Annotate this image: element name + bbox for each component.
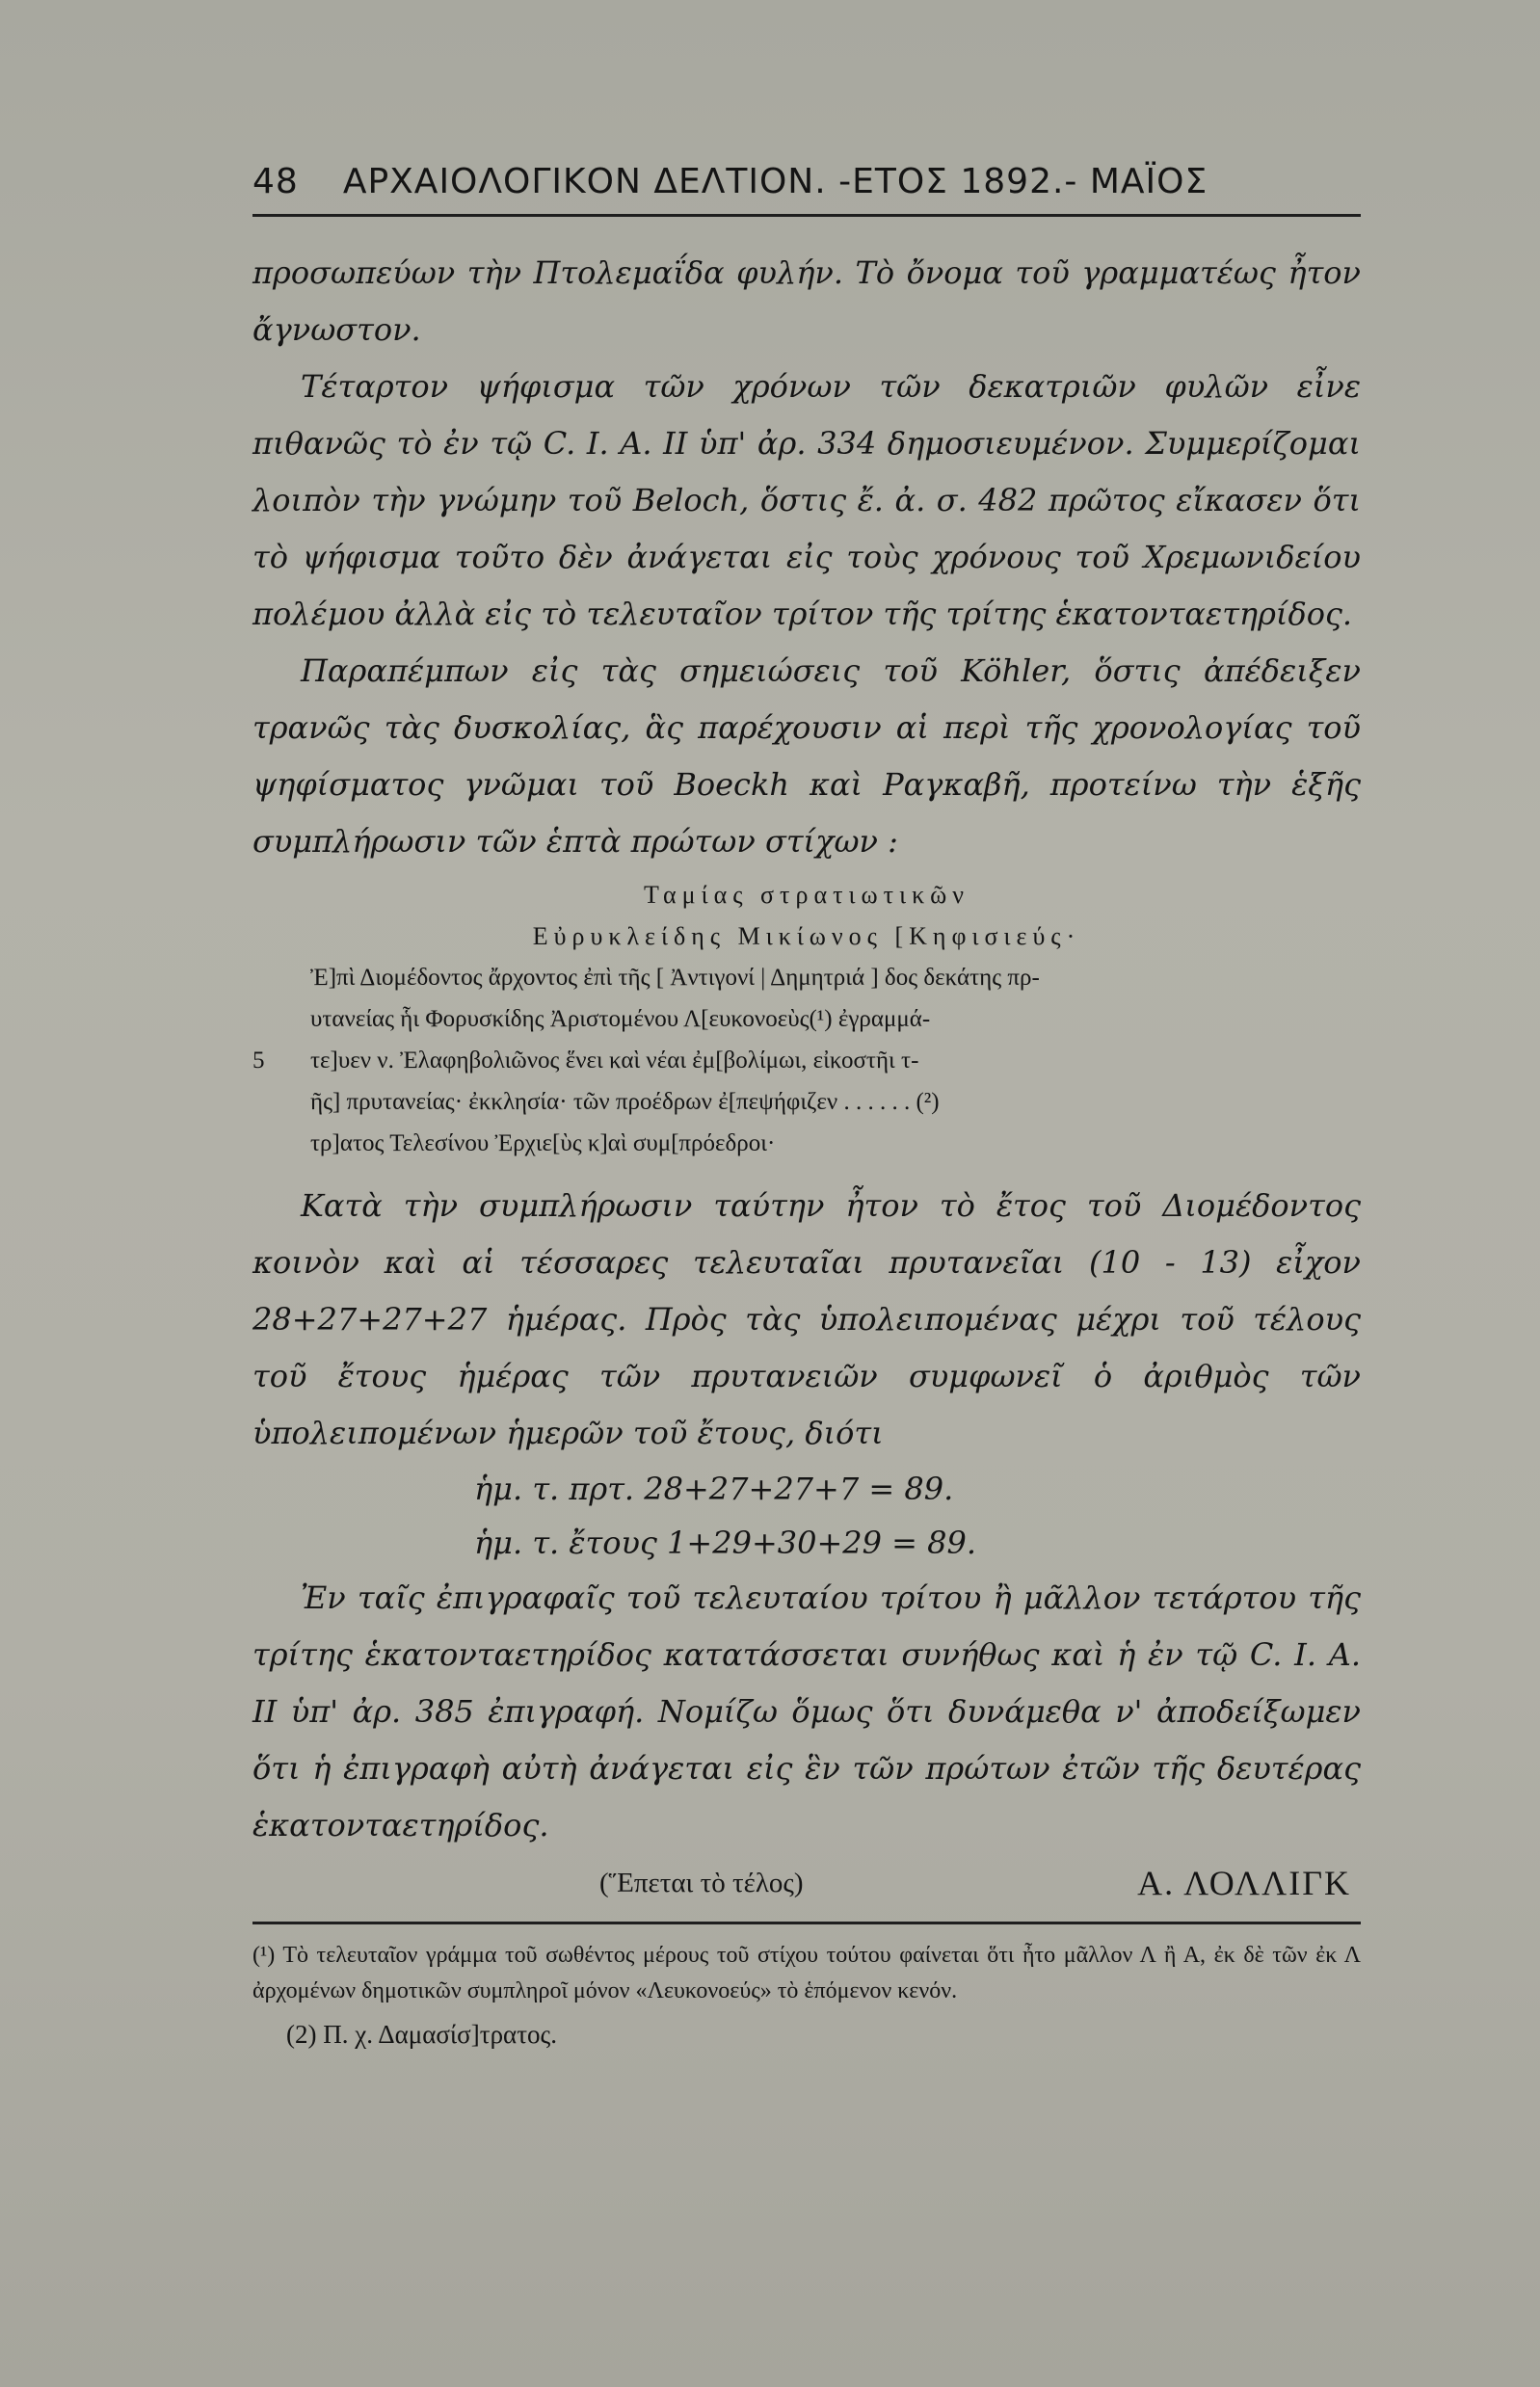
inscription-line: Εὐρυκλείδης Μικίωνος [Κηφισιεύς· (532, 922, 1081, 950)
inscription-line: ῆς] πρυτανείας· ἐκκλησία· τῶν προέδρων ἐ[πεψήφιζεν . . . . . . (²) (310, 1089, 940, 1115)
inscription-text (252, 874, 1361, 1164)
inscription-line: Ἐ]πὶ Διομέδοντος ἄρχοντος ἐπὶ τῆς [ Ἀντιγονί | Δημητριά ] δος δεκάτης πρ- (310, 965, 1040, 991)
paragraph: Κατὰ τὴν συμπλήρωσιν ταύτην ἦτον τὸ ἔτος τοῦ Διομέδοντος κοινὸν καὶ αἱ τέσσαρες τελευταῖαι πρυτανεῖαι (10 - 13) εἶχον 28+27+27+27 ἡμέρας. Πρὸς τὰς ὑπολειπομένας μέχρι τοῦ τέλους τοῦ ἔτους ἡμέρας τῶν πρυτανειῶν συμφωνεῖ ὁ ἀριθμὸς τῶν ὑπολειπομένων ἡμερῶν τοῦ ἔτους, διότι (252, 1187, 1361, 1451)
running-header (252, 162, 1361, 201)
author-name: Α. ΛΟΛΛΙΓΚ (1137, 1864, 1351, 1902)
main-text (252, 245, 1361, 2053)
footnote-1: (¹) Τὸ τελευταῖον γράμμα τοῦ σωθέντος μέρους τοῦ στίχου τούτου φαίνεται ὅτι ἦτο μᾶλλον Λ ἢ Α, ἐκ δὲ τῶν ἐκ Λ ἀρχομένων δημοτικῶν συμπληροῖ μόνον «Λευκονοεύς» τὸ ἑπόμενον κενόν. (252, 1943, 1361, 2003)
inscription-line: υτανείας ἧι Φορυσκίδης Ἀριστομένου Λ[ευκονοεὺς(¹) ἐγραμμά- (310, 1006, 931, 1032)
running-title: ΑΡΧΑΙΟΛΟΓΙΚΟΝ ΔΕΛΤΙΟΝ. -ΕΤΟΣ 1892.- ΜΑΪΟΣ (342, 162, 1208, 201)
paragraph: Ἐν ταῖς ἐπιγραφαῖς τοῦ τελευταίου τρίτου ἢ μᾶλλον τετάρτου τῆς τρίτης ἑκατονταετηρίδος κατατάσσεται συνήθως καὶ ἡ ἐν τῷ C. I. A. II ὑπ' ἀρ. 385 ἐπιγραφή. Νομίζω ὅμως ὅτι δυνάμεθα ν' ἀποδείξωμεν ὅτι ἡ ἐπιγραφὴ αὐτὴ ἀνάγεται εἰς ἓν τῶν πρώτων ἐτῶν τῆς δευτέρας ἑκατονταετηρίδος. (252, 1579, 1361, 1843)
footnotes (252, 1938, 1361, 2053)
paragraph: Τέταρτον ψήφισμα τῶν χρόνων τῶν δεκατριῶν φυλῶν εἶνε πιθανῶς τὸ ἐν τῷ C. I. A. II ὑπ' ἀρ. 334 δημοσιευμένον. Συμμερίζομαι λοιπὸν τὴν γνώμην τοῦ Beloch, ὅστις ἔ. ἀ. σ. 482 πρῶτος εἴκασεν ὅτι τὸ ψήφισμα τοῦτο δὲν ἀνάγεται εἰς τοὺς χρόνους τοῦ Χρεμωνιδείου πολέμου ἀλλὰ εἰς τὸ τελευταῖον τρίτον τῆς τρίτης ἑκατονταετηρίδος. (252, 368, 1361, 632)
inscription-line: Ταμίας στρατιωτικῶν (643, 881, 970, 909)
equation: ἡμ. τ. ἔτους 1+29+30+29 = 89. (474, 1525, 977, 1561)
header-rule (252, 214, 1361, 217)
equation: ἡμ. τ. πρτ. 28+27+27+7 = 89. (474, 1471, 954, 1507)
footnote-rule (252, 1922, 1361, 1924)
inscription-line: τρ]ατος Τελεσίνου Ἐρχιε[ὺς κ]αὶ συμ[πρόεδροι· (310, 1130, 776, 1156)
inscription-line-text: τε]υεν ν. Ἐλαφηβολιῶνος ἕνει καὶ νέαι ἐμ[βολίμωι, εἰκοστῆι τ- (310, 1048, 919, 1074)
inscription-line-5 (252, 1040, 1361, 1081)
paragraph: προσωπεύων τὴν Πτολεμαΐδα φυλήν. Τὸ ὄνομα τοῦ γραμματέως ἦτον ἄγνωστον. (252, 254, 1361, 348)
page-number: 48 (252, 162, 299, 201)
line-number: 5 (252, 1048, 265, 1074)
footnote-2: (2) Π. χ. Δαμασίσ]τρατος. (286, 2020, 557, 2049)
signature-line (252, 1854, 1361, 1912)
paragraph: Παραπέμπων εἰς τὰς σημειώσεις τοῦ Köhler, ὅστις ἀπέδειξεν τρανῶς τὰς δυσκολίας, ἃς παρέχουσιν αἱ περὶ τῆς χρονολογίας τοῦ ψηφίσματος γνῶμαι τοῦ Boeckh καὶ Ραγκαβῆ, προτείνω τὴν ἑξῆς συμπλήρωσιν τῶν ἑπτὰ πρώτων στίχων : (252, 652, 1361, 860)
continued-note: (Ἕπεται τὸ τέλος) (599, 1868, 804, 1898)
